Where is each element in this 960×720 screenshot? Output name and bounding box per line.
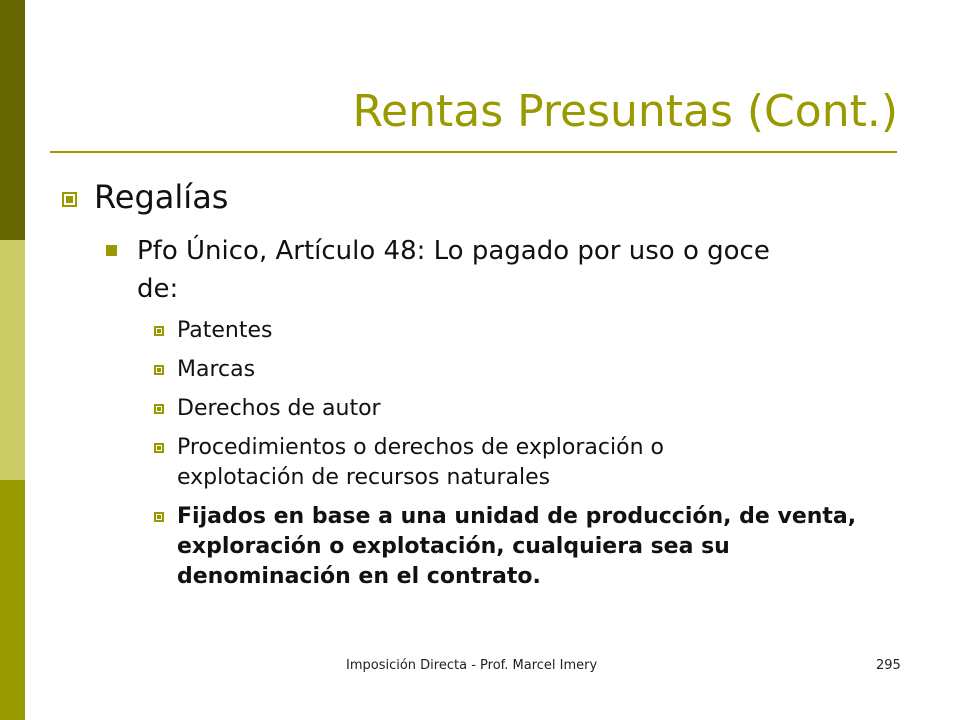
square-bullet-icon: [154, 512, 164, 522]
list-item-text: Procedimientos o derechos de exploración o explotación de recursos naturales: [177, 435, 664, 490]
bullet-level2-text: Pfo Único, Artículo 48: Lo pagado por uso o goce de:: [137, 236, 770, 304]
square-bullet-icon: [154, 365, 164, 375]
side-band-top: [0, 0, 25, 240]
list-item-text: Marcas: [177, 357, 256, 382]
footer-text: Imposición Directa - Prof. Marcel Imery: [346, 658, 598, 673]
square-bullet-icon: [154, 404, 164, 414]
list-item-text: Derechos de autor: [177, 396, 381, 421]
list-item: [154, 394, 912, 424]
filled-square-bullet-icon: [106, 245, 117, 256]
slide-body: [62, 178, 912, 601]
slide-title: Rentas Presuntas (Cont.): [352, 86, 898, 137]
side-band-middle: [0, 240, 25, 480]
bullet-level1-text: Regalías: [94, 178, 229, 216]
bullet-level2: [106, 232, 912, 308]
square-bullet-icon: [154, 326, 164, 336]
list-item-text: Fijados en base a una unidad de producción, de venta, exploración o explotación, cualquiera sea su denominación en el contrato.: [177, 504, 857, 589]
title-divider: [50, 151, 897, 153]
side-band-bottom: [0, 480, 25, 720]
list-item-text: Patentes: [177, 318, 273, 343]
list-item: [154, 355, 912, 385]
page-number: 295: [876, 658, 901, 673]
bullet-level3-list: [154, 316, 912, 592]
bullet-level1: [62, 178, 912, 216]
list-item: [154, 433, 912, 493]
square-bullet-icon: [154, 443, 164, 453]
square-bullet-icon: [62, 192, 77, 207]
list-item: [154, 316, 912, 346]
list-item: [154, 502, 912, 592]
